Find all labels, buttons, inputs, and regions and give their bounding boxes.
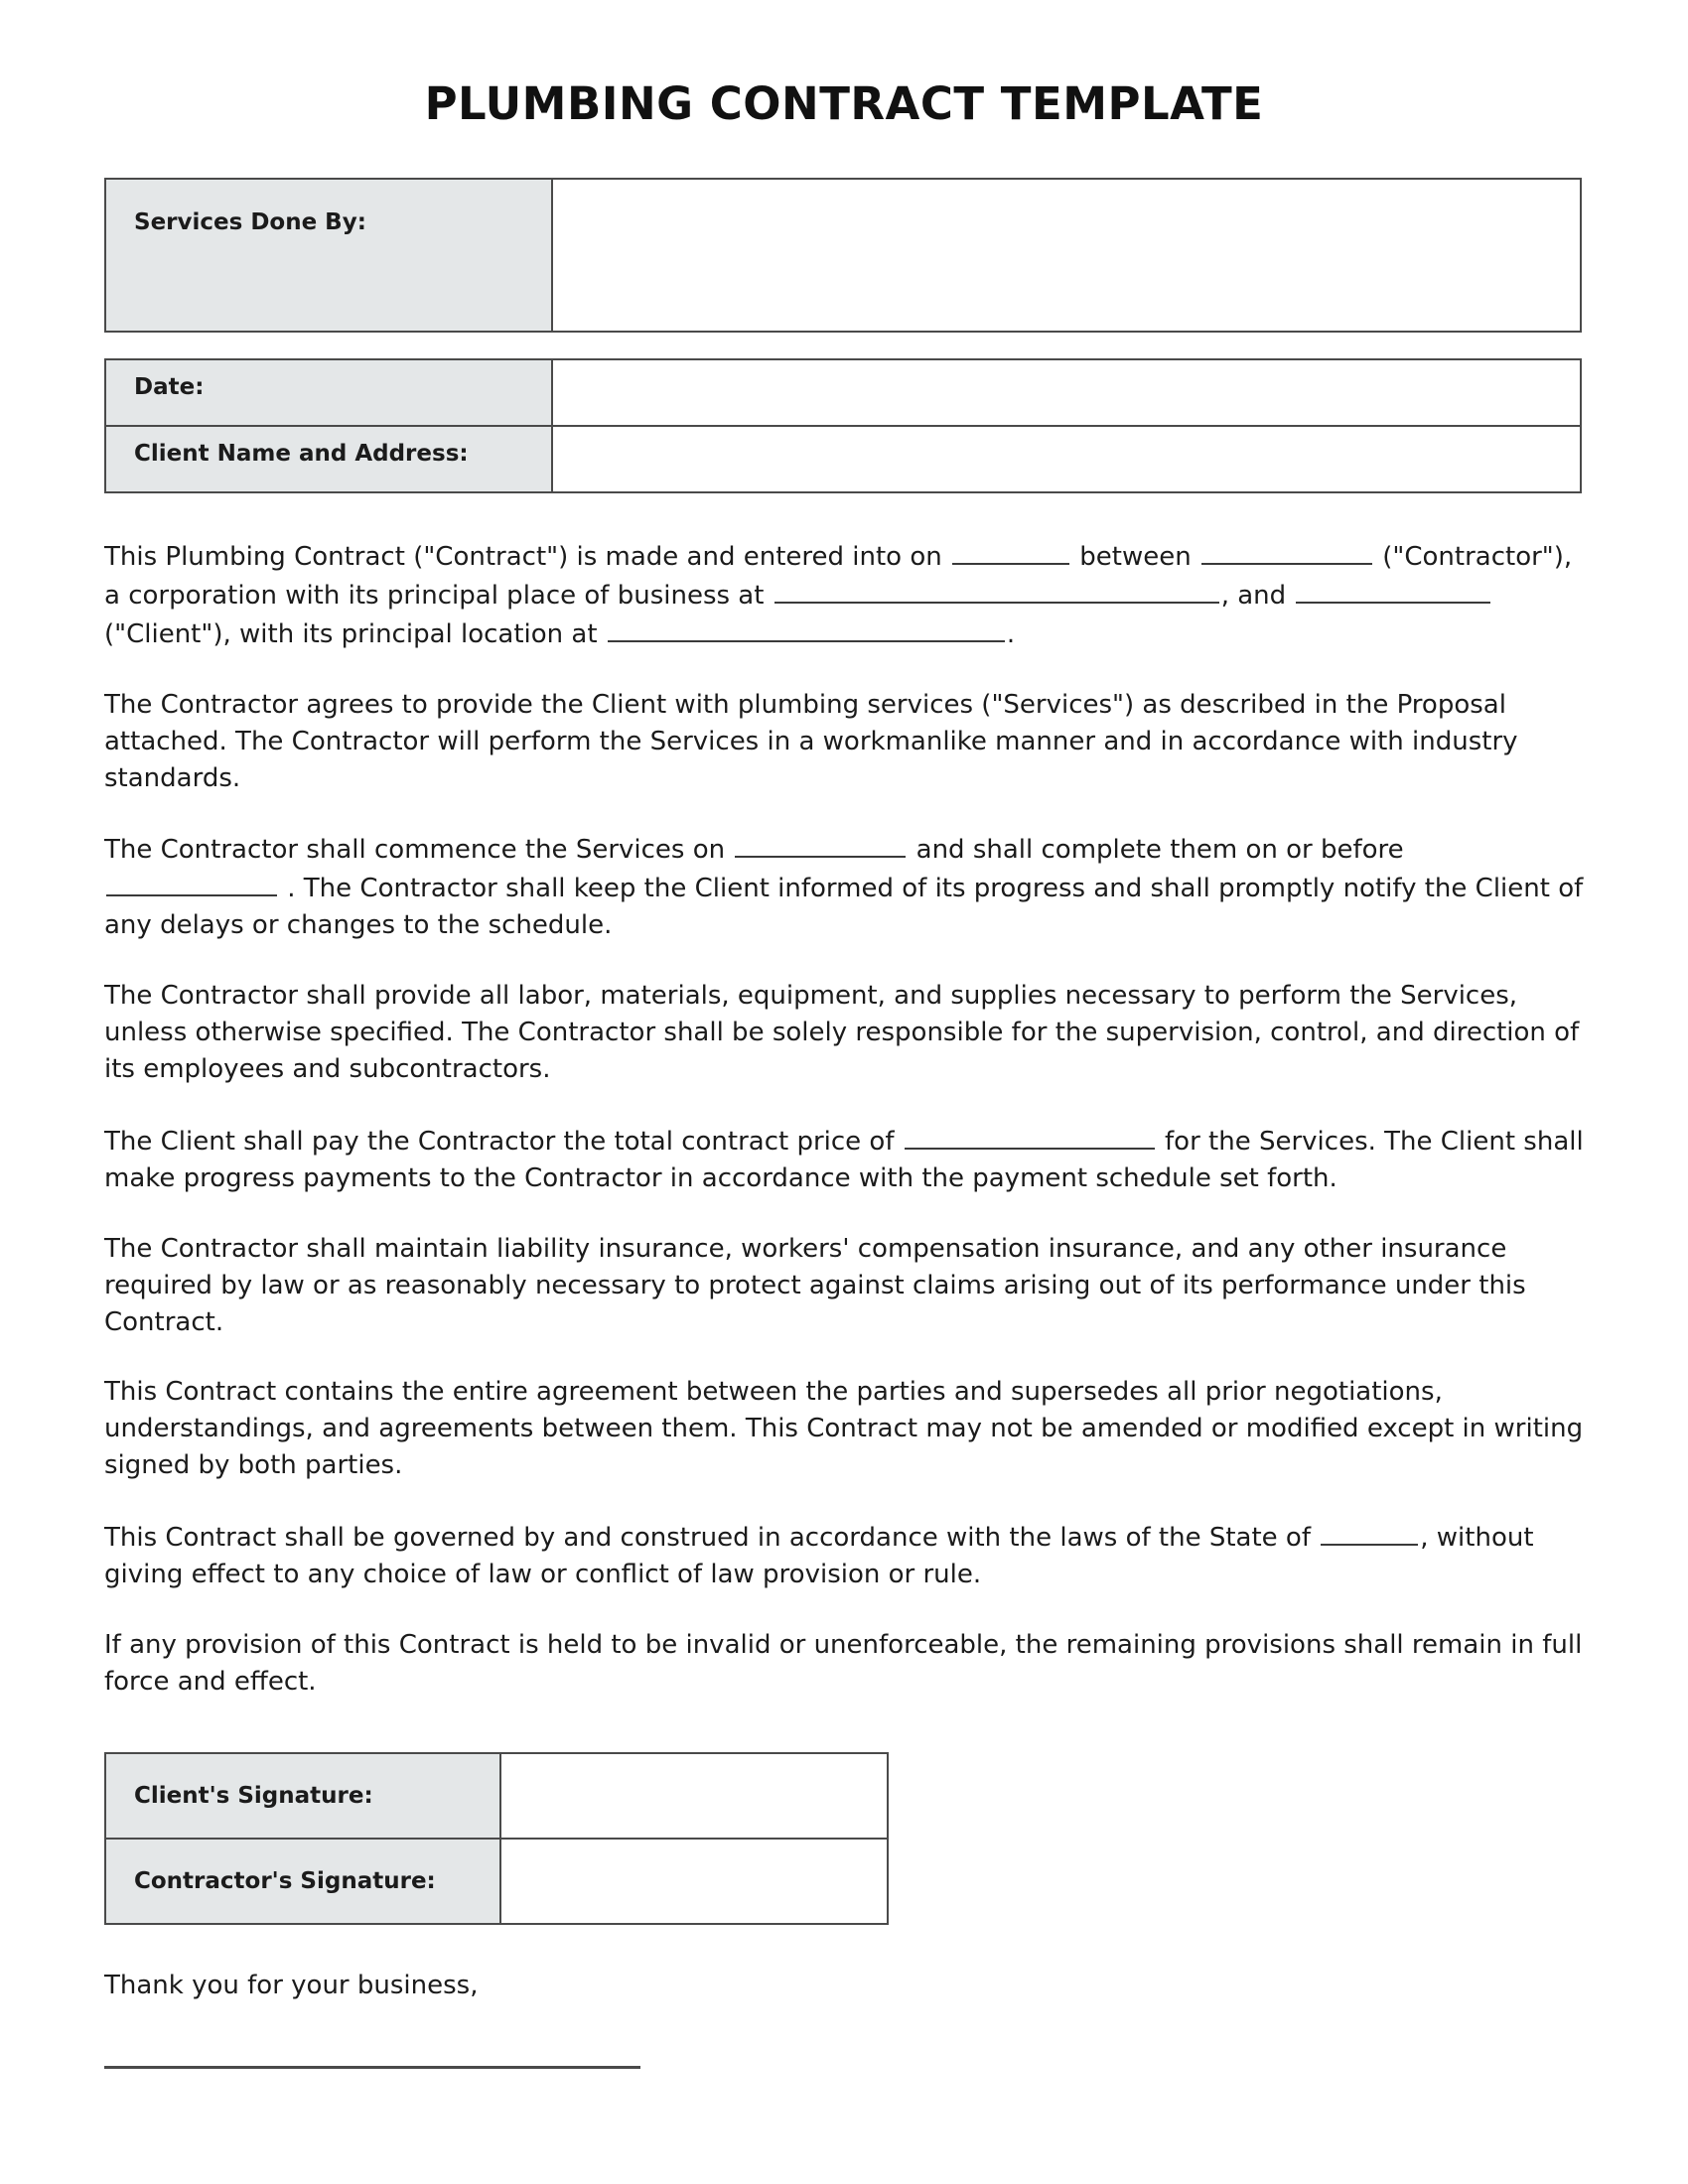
client-name-address-label: Client Name and Address: [105,426,552,492]
table-row [105,179,1581,332]
clause-insurance: The Contractor shall maintain liability insurance, workers' compensation insurance, and any other insurance required by law or as reasonably necessary to protect against claims arising out of its performance under this Contract. [104,1233,1526,1337]
client-signature-label: Client's Signature: [105,1753,500,1839]
clause-schedule-text-1: The Contractor shall commence the Services on [104,835,734,866]
contractor-signature-label: Contractor's Signature: [105,1839,500,1924]
table-row [105,359,1581,426]
signature-table [104,1752,889,1925]
clause-schedule [104,830,1584,944]
blank-client-address[interactable] [608,614,1005,642]
clause-intro-text-6: . [1006,618,1016,649]
clause-entire-agreement: This Contract contains the entire agreement between the parties and supersedes all prior negotiations, understandings, and agreements between them. This Contract may not be amended or modified except in writing signed by both parties. [104,1377,1584,1481]
clause-materials: The Contractor shall provide all labor, materials, equipment, and supplies necessary to perform the Services, unless otherwise specified. The Contractor shall be solely responsible for the supervision, control, and direction of its employees and subcontractors. [104,981,1580,1084]
clause-intro-text-4: , and [1220,580,1295,611]
table-row [105,426,1581,492]
date-value[interactable] [552,359,1581,426]
page-title: PLUMBING CONTRACT TEMPLATE [424,77,1264,130]
blank-contractor-name[interactable] [1201,537,1372,565]
client-name-address-value[interactable] [552,426,1581,492]
date-client-table [104,358,1582,493]
clause-payment [104,1122,1584,1197]
blank-contract-date[interactable] [952,537,1069,565]
clause-intro-text-1: This Plumbing Contract ("Contract") is made and entered into on [104,542,951,572]
date-label: Date: [105,359,552,426]
clause-severability: If any provision of this Contract is held to be invalid or unenforceable, the remaining provisions shall remain in full force and effect. [104,1629,1583,1697]
blank-commencement-date[interactable] [735,830,906,858]
services-done-by-label: Services Done By: [105,179,552,332]
closing-signature-line[interactable] [104,2066,640,2069]
blank-client-name[interactable] [1296,576,1490,604]
blank-contract-price[interactable] [905,1122,1155,1150]
clause-services: The Contractor agrees to provide the Client with plumbing services ("Services") as described in the Proposal attached. The Contractor will perform the Services in a workmanlike manner and in accordance with industry standards. [104,689,1518,793]
clause-intro-text-5: ("Client"), with its principal location at [104,618,606,649]
blank-completion-date[interactable] [106,869,277,896]
services-done-by-table [104,178,1582,333]
clause-governing-law [104,1518,1584,1593]
clause-intro-text-3: ("Contractor"), a corporation with its principal place of business at [104,542,1573,611]
contractor-signature-value[interactable] [500,1839,888,1924]
blank-contractor-address[interactable] [774,576,1219,604]
table-row [105,1839,888,1924]
clause-payment-text-2: for the Services. The Client shall make progress payments to the Contractor in accordance with the payment schedule set forth. [104,1126,1584,1193]
contract-body [104,537,1584,1701]
clause-schedule-text-3: . The Contractor shall keep the Client informed of its progress and shall promptly notify the Client of any delays or changes to the schedule. [104,874,1584,941]
table-row [105,1753,888,1839]
clause-schedule-text-2: and shall complete them on or before [908,835,1404,866]
client-signature-value[interactable] [500,1753,888,1839]
closing-message: Thank you for your business, [104,1970,479,2000]
clause-payment-text-1: The Client shall pay the Contractor the total contract price of [104,1126,903,1157]
clause-governing-law-text-1: This Contract shall be governed by and construed in accordance with the laws of the State of [104,1523,1320,1554]
clause-intro [104,537,1584,653]
clause-governing-law-text-2: , without giving effect to any choice of law or conflict of law provision or rule. [104,1523,1534,1590]
blank-state[interactable] [1321,1518,1418,1546]
services-done-by-value[interactable] [552,179,1581,332]
clause-intro-text-2: between [1071,542,1199,572]
